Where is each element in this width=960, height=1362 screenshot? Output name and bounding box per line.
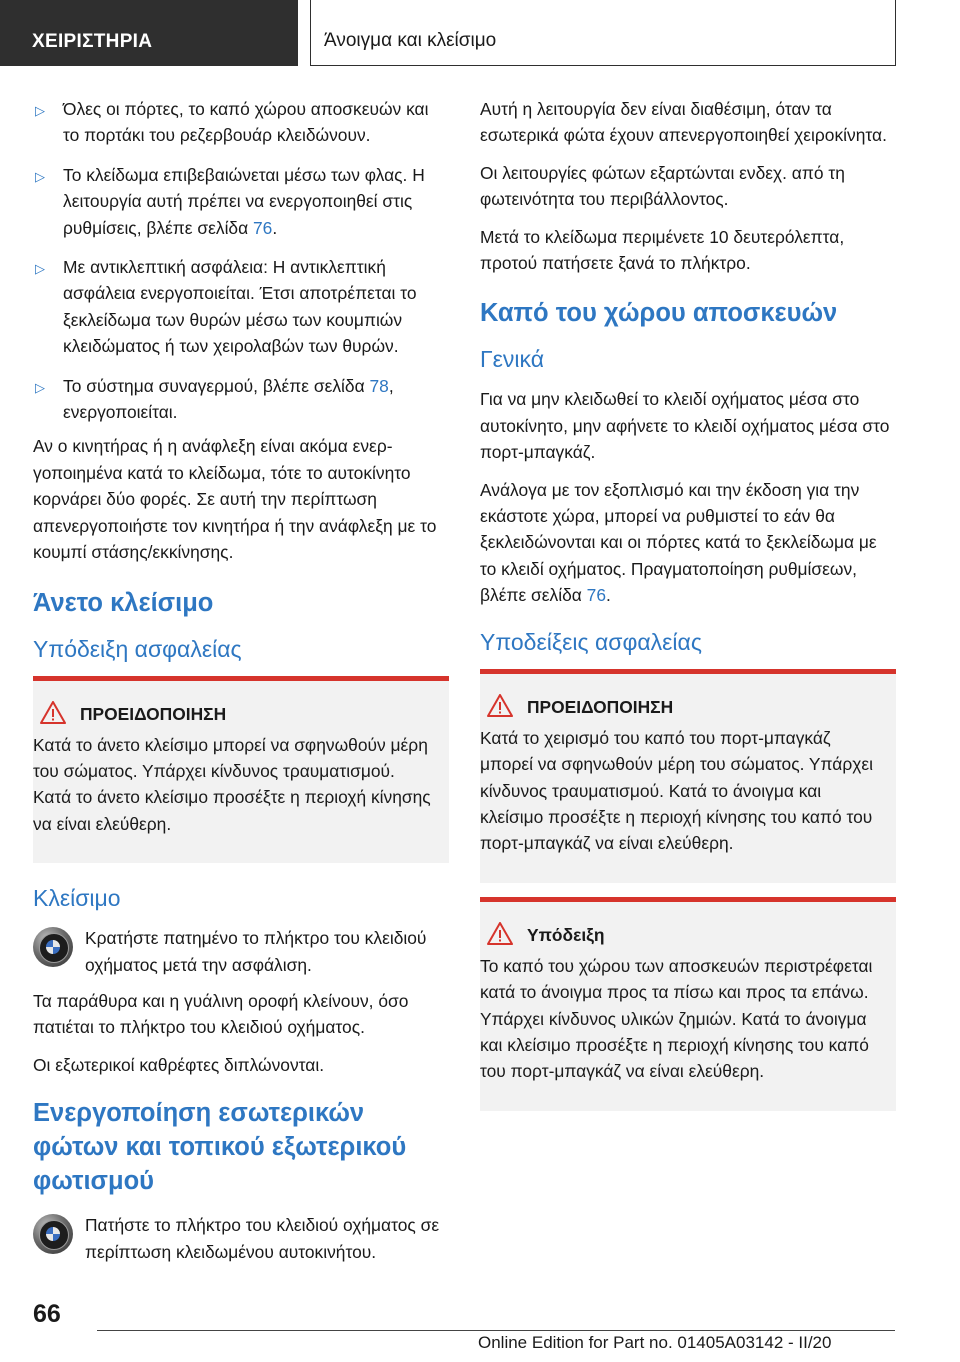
heading-closing: Κλείσιμο: [33, 885, 121, 912]
triangle-bullet-icon: ▷: [35, 379, 45, 395]
note-text: Το καπό του χώρου των αποσκευών περιστρέφεται κατά το άνοιγμα προς τα πίσω και προς τα επάνω. Υπάρχει κίνδυνος υλικών ζημιών. Κατά το άνοιγμα και κλείσιμο προσέξτε η περιοχή κίνησης του καπό του πορτ-μπαγκάζ να είναι ελεύθερη.: [480, 955, 873, 1082]
key-instruction: Κρατήστε πατημένο το πλήκτρο του κλειδιού οχήματος μετά την ασφάλιση.: [33, 925, 449, 978]
list-item: ▷ Όλες οι πόρτες, το καπό χώρου αποσκευών και το πορτάκι του ρεζερβουάρ κλειδώνουν.: [35, 99, 429, 146]
warning-title: ΠΡΟΕΙΔΟΠΟΙΗΣΗ: [527, 696, 674, 717]
paragraph: Οι εξωτερικοί καθρέφτες διπλώνονται.: [33, 1054, 325, 1075]
page-link[interactable]: 78: [369, 375, 389, 396]
triangle-bullet-icon: ▷: [35, 103, 45, 118]
heading-safety-note: Υπόδειξη ασφαλείας: [33, 635, 242, 662]
page-link[interactable]: 76: [586, 585, 606, 606]
triangle-bullet-icon: ▷: [35, 168, 45, 184]
warning-title: ΠΡΟΕΙΔΟΠΟΙΗΣΗ: [80, 703, 227, 724]
chapter-title: Άνοιγμα και κλείσιμο: [310, 0, 896, 66]
triangle-bullet-icon: ▷: [35, 261, 45, 277]
right-column: [480, 96, 896, 1125]
paragraph: Αν ο κινητήρας ή η ανάφλεξη είναι ακόμα ενεργοποιημένα κατά το κλείδωμα, τότε το αυτοκίνητο κορνάρει δύο φορές. Σε αυτή την περίπτωση απενεργοποιήστε τον κινητήρα ή την ανάφλεξη με το κουμπί στάσης/εκκίνησης.: [33, 436, 437, 563]
heading-trunk-lid: Καπό του χώρου αποσκευών: [480, 299, 838, 328]
list-item: ▷ Το κλείδωμα επιβεβαιώνεται μέσω των φλας. Η λειτουργία αυτή πρέπει να ενεργοποιηθεί στις ρυθμίσεις, βλέπε σελίδα 76.: [35, 164, 425, 238]
warning-box: [33, 676, 449, 864]
bmw-key-icon: [33, 1214, 73, 1254]
paragraph: Ανάλογα με τον εξοπλισμό και την έκδοση για την εκάστοτε χώρα, μπορεί να ρυθμιστεί το εάν θα ξεκλειδώνονται και οι πόρτες κατά το ξεκλείδωμα με το κλειδί οχήματος. Πραγματοποίηση ρυθμίσεων, βλέπε σελίδα 76.: [480, 479, 877, 606]
page-header: [0, 0, 960, 66]
left-column: [33, 96, 449, 1275]
edition-info: Online Edition for Part no. 01405A03142 - II/20: [478, 1333, 832, 1352]
paragraph: Αυτή η λειτουργία δεν είναι διαθέσιμη, όταν τα εσωτερικά φώτα έχουν απενεργοποιηθεί χειροκίνητα.: [480, 99, 887, 146]
section-title: ΧΕΙΡΙΣΤΗΡΙΑ: [0, 0, 298, 66]
paragraph: Οι λειτουργίες φώτων εξαρτώνται ενδεχ. από τη φωτεινότητα του περιβάλλοντος.: [480, 162, 845, 210]
warning-triangle-icon: [40, 701, 66, 731]
page-number: 66: [33, 1300, 61, 1328]
key-instruction: Πατήστε το πλήκτρο του κλειδιού οχήματος σε περίπτωση κλειδωμένου αυτοκινήτου.: [33, 1212, 449, 1265]
paragraph: Τα παράθυρα και η γυάλινη οροφή κλείνουν, όσο πατιέται το πλήκτρο του κλειδιού οχήματος.: [33, 990, 409, 1038]
heading-comfort-closing: Άνετο κλείσιμο: [33, 588, 214, 617]
footer-divider: [97, 1330, 895, 1331]
note-title: Υπόδειξη: [527, 924, 605, 945]
page-link[interactable]: 76: [253, 217, 273, 238]
note-box: [480, 897, 896, 1111]
warning-triangle-icon: [487, 694, 513, 724]
warning-text: Κατά το χειρισμό του καπό του πορτ-μπαγκάζ μπορεί να σφηνωθούν μέρη του σώματος. Υπάρχει κίνδυνος τραυματισμού. Κατά το άνοιγμα και κλείσιμο προσέξτε η περιοχή κίνησης του καπό του πορτ-μπαγκάζ να είναι ελεύθερη.: [480, 727, 873, 854]
heading-general: Γενικά: [480, 346, 545, 373]
warning-box: [480, 669, 896, 883]
heading-lights: Ενεργοποίηση εσωτερικών φώτων και τοπικού εξωτερικού φωτισμού: [33, 1099, 407, 1196]
list-item: ▷ Το σύστημα συναγερμού, βλέπε σελίδα 78, ενεργοποιείται.: [35, 375, 394, 423]
bmw-key-icon: [33, 927, 73, 967]
paragraph: Μετά το κλείδωμα περιμένετε 10 δευτερόλεπτα, προτού πατήσετε ξανά το πλήκτρο.: [480, 226, 845, 274]
warning-triangle-icon: [487, 922, 513, 952]
heading-safety-notes: Υποδείξεις ασφαλείας: [480, 628, 702, 655]
warning-text: Κατά το άνετο κλείσιμο μπορεί να σφηνωθούν μέρη του σώματος. Υπάρχει κίνδυνος τραυματισμού. Κατά το άνετο κλείσιμο προσέξτε η περιοχή κίνησης να είναι ελεύθερη.: [33, 734, 431, 834]
paragraph: Για να μην κλειδωθεί το κλειδί οχήματος μέσα στο αυτοκίνητο, μην αφήνετε το κλειδί οχήματος μέσα στο πορτ-μπαγκάζ.: [480, 389, 890, 463]
list-item: ▷ Με αντικλεπτική ασφάλεια: Η αντικλεπτική ασφάλεια ενεργοποιείται. Έτσι αποτρέπεται το ξεκλείδωμα των θυρών μέσω των κουμπιών κλειδώματος ή των χειρολαβών των θυρών.: [35, 257, 417, 357]
